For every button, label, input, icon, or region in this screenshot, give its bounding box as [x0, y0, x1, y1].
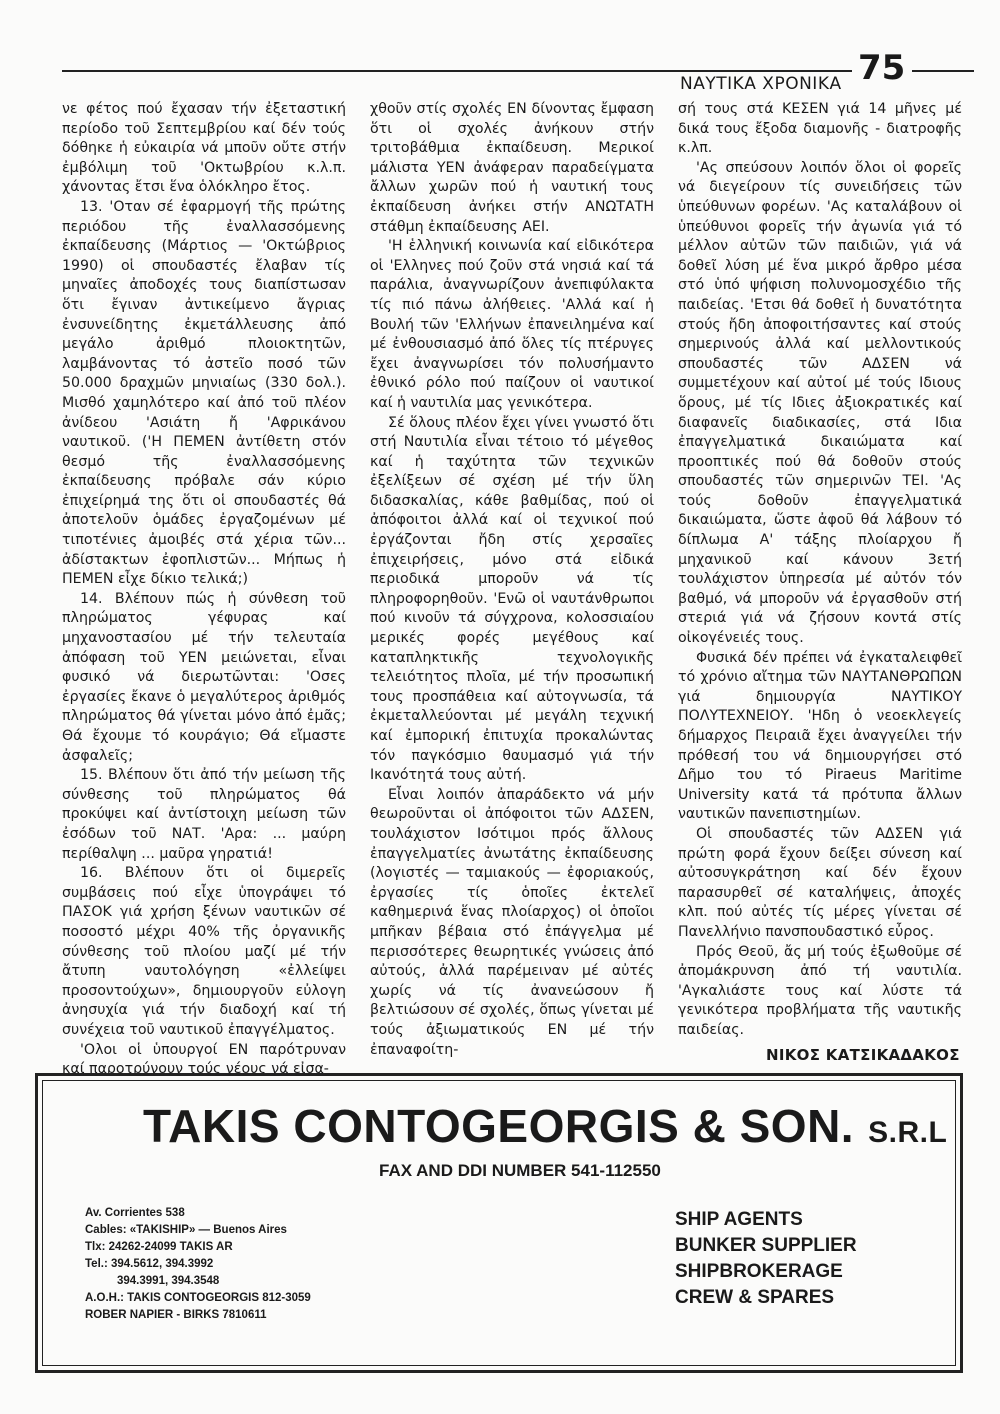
page-number: 75 — [858, 48, 906, 88]
contact-line: A.O.H.: TAKIS CONTOGEORGIS 812-3059 — [85, 1292, 311, 1304]
contact-line: ROBER NAPIER - BIRKS 7810611 — [85, 1309, 267, 1321]
contact-block — [85, 1205, 311, 1324]
service-item: BUNKER SUPPLIER — [675, 1235, 857, 1256]
advertiser-name — [143, 1099, 947, 1153]
article-column-1 — [62, 100, 346, 1080]
contact-line: Tel.: 394.5612, 394.3992 — [85, 1258, 214, 1270]
header-rule-right — [912, 70, 974, 72]
company-suffix: S.R.L — [868, 1116, 948, 1149]
contact-line: Tlx: 24262-24099 TAKIS AR — [85, 1241, 233, 1253]
running-title: ΝΑΥΤΙΚΑ ΧΡΟΝΙΚΑ — [680, 74, 842, 94]
article-paragraph: Σέ ὅλους πλέον ἔχει γίνει γνωστό ὅτι στή Ναυτιλία εἶναι τέτοιο τό μέγεθος καί ἡ ταχύτητα τῶν τεχνικῶν ἐξελίξεων σέ σχέση μέ τήν ὕλη διδασκαλίας, κάθε βαθμίδας, πού οἱ ἀπόφοιτοι ἀλλά καί οἱ τεχνικοί πού ἐργάζονται ἤδη στίς χερσαῖες ἐπιχειρήσεις, μόνο στά εἰδικά περιοδικά μποροῦν νά τίς πληροφορηθοῦν. 'Ενῶ οἱ ναυτάνθρωποι πού κινοῦν τά σύγχρονα, κολοσσιαίου μερικές φορές μεγέθους καί καταπληκτικῆς τεχνολογικῆς τελειότητος πλοῖα, μέ τήν προσωπική τους προσπάθεια καί αὐτογνωσία, τά ἐκμεταλλεύονται μέ μεγάλη τεχνική καί ἐμπορική ἐπιτυχία προκαλώντας τόν παγκόσμιο θαυμασμό γιά τήν Ικανότητά τους αὐτή. — [370, 414, 654, 784]
article-column-3 — [678, 100, 962, 1041]
article-paragraph: Φυσικά δέν πρέπει νά ἐγκαταλειφθεῖ τό χρόνιο αἴτημα τῶν ΝΑΥΤΑΝΘΡΩΠΩΝ γιά δημιουργία ΝΑΥΤΙΚΟΥ ΠΟΛΥΤΕΧΝΕΙΟΥ. 'Ηδη ὁ νεοεκλεγείς δήμαρχος Πειραιᾶ ἔχει ἀναγγείλει τήν πρόθεσή του νά δημιουργήσει στό Δῆμο του τό Piraeus Maritime University κατά τά πρότυπα ἄλλων ναυτικῶν πανεπιστημίων. — [678, 649, 962, 823]
article-paragraph: Οἱ σπουδαστές τῶν ΑΔΣΕΝ γιά πρώτη φορά ἔχουν δείξει σύνεση καί αὐτοσυγκράτηση καί δέν ἔχουν παρασυρθεῖ σέ καταλήψεις, ἀποχές κλπ. πού αὐτές τίς μέρες γίνεται σέ Πανελλήνιο πανσπουδαστικό εὖρος. — [678, 825, 962, 940]
contact-line: 394.3991, 394.3548 — [117, 1275, 220, 1287]
article-paragraph: 'Ας σπεύσουν λοιπόν ὅλοι οἱ φορεῖς νά διεγείρουν τίς συνειδήσεις τῶν ὑπεύθυνων φορέων. 'Ας καταλάβουν οἱ ὑπεύθυνοι φορεῖς τήν ἀγωνία γιά τό μέλλον αὐτῶν τῶν παιδιῶν, γιά νά δοθεῖ λύση μέ ἕνα μικρό ἄρθρο μέσα στό ὑπό ψήφιση πολυνομοσχέδιο τῆς παιδείας. 'Ετσι θά δοθεῖ ἡ δυνατότητα στούς ἤδη ἀποφοιτήσαντες καί στούς σημερινούς ἀλλά καί μελλοντικούς σπουδαστές τῶν ΑΔΣΕΝ νά συμμετέχουν καί αὐτοί μέ τούς Ιδιους ὅρους, μέ τίς Ιδιες ἀξιοκρατικές καί διαφανεῖς διαδικασίες, στά Ιδια ἐπαγγελματικά δικαιώματα καί προοπτικές πού θά δοθοῦν στούς σπουδαστές τῶν σημερινῶν ΤΕΙ. 'Ας τούς δοθοῦν ἐπαγγελματικά δικαιώματα, ὥστε ἀφοῦ θά λάβουν τό δίπλωμα Α' τάξης πλοίαρχου ἤ μηχανικοῦ καί κάνουν 3ετή τουλάχιστον ὑπηρεσία μέ αὐτόν τόν βαθμό, νά μποροῦν νά ἐργασθοῦν στή στεριά γιά νά ζήσουν κοντά στίς οἰκογένειές τους. — [678, 159, 962, 647]
contact-line: Cables: «TAKISHIP» — Buenos Aires — [85, 1224, 287, 1236]
article-paragraph: 13. 'Οταν σέ ἐφαρμογή τῆς πρώτης περιόδου τῆς ἐναλλασσόμενης ἐκπαίδευσης (Μάρτιος — 'Οκτώβριος 1990) οἱ σπουδαστές ἔλαβαν τίς μηναῖες ἀποδοχές τους διαπίστωσαν ὅτι ἔγιναν ἀντικείμενο ἄγριας ἐνσυνείδητης ἐκμετάλλευσης ἀπό μεγάλο ἀριθμό πλοιοκτητῶν, λαμβάνοντας τό ἀστεῖο ποσό τῶν 50.000 δραχμῶν μηνιαίως (330 δολ.). Μισθό χαμηλότερο καί ἀπό τοῦ πλέον ἀνίδεου 'Ασιάτη ἤ 'Αφρικάνου ναυτικοῦ. ('Η ΠΕΜΕΝ ἀντίθετη στόν θεσμό τῆς ἐναλλασσόμενης ἐκπαίδευσης πρόβαλε σάν κύριο ἐπιχείρημά της ὅτι οἱ σπουδαστές θά ἀποτελοῦν ὁμάδες ἐργαζομένων μέ τιποτένιες ἀμοιβές στά χέρια τῶν... ἀδίστακτων ἐφοπλιστῶν... Μήπως ἡ ΠΕΜΕΝ εἶχε δίκιο τελικά;) — [62, 198, 346, 588]
advertisement-inner-frame — [42, 1080, 956, 1366]
header-rule-left — [62, 70, 852, 72]
article-paragraph: 'Η ἑλληνική κοινωνία καί εἰδικότερα οἱ 'Ελληνες πού ζοῦν στά νησιά καί τά παράλια, ἀναγνωρίζουν ἀνεπιφύλακτα τίς πιό πάνω ἀλήθειες. 'Αλλά καί ἡ Βουλή τῶν 'Ελλήνων ἐπανειλημένα καί μέ ἐνθουσιασμό ἀπό ὅλες τίς πτέρυγες ἔχει ἀναγνωρίσει τόν πολυσήμαντο ἐθνικό ρόλο πού παίζουν οἱ ναυτικοί καί ἡ ναυτιλία μας γενικότερα. — [370, 238, 654, 411]
article-paragraph: Εἶναι λοιπόν ἀπαράδεκτο νά μήν θεωροῦνται οἱ ἀπόφοιτοι τῶν ΑΔΣΕΝ, τουλάχιστον Ισότιμοι πρός ἄλλους ἐπαγγελματίες ἀνωτάτης ἐκπαίδευσης (λογιστές — ταμιακούς — ἐφοριακούς, ἐργασίες τίς ὁποῖες ἐκτελεῖ καθημερινά ἕνας πλοίαρχος) οἱ ὁποῖοι μπῆκαν βέβαια στό ἐπάγγελμα μέ περισσότερες θεωρητικές γνώσεις ἀπό αὐτούς, ἀλλά παρέμειναν μέ αὐτές χωρίς νά τίς ἀνανεώσουν ἤ βελτιώσουν σέ σχολές, ὅπως γίνεται μέ τούς ἀξιωματικούς ΕΝ μέ τήν ἐπαναφοίτη- — [370, 786, 654, 1058]
service-item: CREW & SPARES — [675, 1287, 835, 1308]
article-paragraph: 'Ολοι οἱ ὑπουργοί ΕΝ παρότρυναν καί παροτρύνουν τούς νέους νά εἰσα- — [62, 1041, 346, 1078]
advertisement-box — [35, 1073, 963, 1373]
article-paragraph: 14. Βλέπουν πώς ἡ σύνθεση τοῦ πληρώματος γέφυρας καί μηχανοστασίου μέ τήν τελευταία ἀπόφαση τοῦ ΥΕΝ μειώνεται, εἶναι φυσικό νά διερωτῶνται: 'Οσες ἐργασίες ἔκανε ὁ μεγαλύτερος ἀριθμός πληρώματος θά γίνεται μόνο ἀπό ἐμᾶς; Θά ἔχουμε τό κουράγιο; Θά εἴμαστε ἀσφαλεῖς; — [62, 590, 346, 764]
company-name: TAKIS CONTOGEORGIS & SON. — [143, 1100, 855, 1152]
article-paragraph: Πρός Θεοῦ, ἄς μή τούς ἐξωθοῦμε σέ ἀπομάκρυνση ἀπό τή ναυτιλία. 'Αγκαλιάστε τους καί λύστε τά γενικότερα προβλήματα τῆς ναυτικῆς παιδείας. — [678, 943, 962, 1038]
article-paragraph: νε φέτος πού ἔχασαν τήν ἐξεταστική περίοδο τοῦ Σεπτεμβρίου καί δέν τούς δόθηκε ἡ εὐκαιρία νά μποῦν οὔτε στήν ἐμβόλιμη τοῦ 'Οκτωβρίου κ.λ.π. χάνοντας ἔτσι ἕνα ὁλόκληρο ἔτος. — [62, 101, 346, 196]
service-item: SHIP AGENTS — [675, 1209, 803, 1230]
article-column-2 — [370, 100, 654, 1060]
author-signature: ΝΙΚΟΣ ΚΑΤΣΙΚΑΔΑΚΟΣ — [766, 1046, 960, 1064]
article-paragraph: 16. Βλέπουν ὅτι οἱ διμερεῖς συμβάσεις πού εἶχε ὑπογράψει τό ΠΑΣΟΚ γιά χρήση ξένων ναυτικῶν σέ ποσοστό μέχρι 40% τῆς ὀργανικῆς σύνθεσης τοῦ πλοίου μαζί μέ τήν ἄτυπη ναυτολόγηση «ἐλλείψει προσοντούχων», δημιουργοῦν εὐλογη ἀνησυχία γιά τήν διαδοχή καί τή συνέχεια τοῦ ναυτικοῦ ἐπαγγέλματος. — [62, 865, 346, 1038]
service-item: SHIPBROKERAGE — [675, 1261, 843, 1282]
article-paragraph: σή τους στά ΚΕΣΕΝ γιά 14 μῆνες μέ δικά τους ἔξοδα διαμονῆς - διατροφῆς κ.λπ. — [678, 101, 962, 157]
fax-line: FAX AND DDI NUMBER 541-112550 — [379, 1161, 661, 1180]
article-paragraph: χθοῦν στίς σχολές ΕΝ δίνοντας ἔμφαση ὅτι οἱ σχολές ἀνήκουν στήν τριτοβάθμια ἐκπαίδευση. Μερικοί μάλιστα ΥΕΝ ἀνάφεραν παραδείγματα ἄλλων χωρῶν πού ἡ ναυτική τους ἐκπαίδευση ἀνήκει στήν ΑΝΩΤΑΤΗ στάθμη ἐκπαίδευσης ΑΕΙ. — [370, 101, 654, 235]
services-list — [675, 1207, 857, 1311]
article-paragraph: 15. Βλέπουν ὅτι ἀπό τήν μείωση τῆς σύνθεσης τοῦ πληρώματος θά προκύψει καί ἀντίστοιχη μείωση τῶν ἐσόδων τοῦ ΝΑΤ. 'Αρα: ... μαύρη περίθαλψη ... μαῦρα γηρατιά! — [62, 767, 346, 862]
contact-line: Av. Corrientes 538 — [85, 1207, 185, 1219]
